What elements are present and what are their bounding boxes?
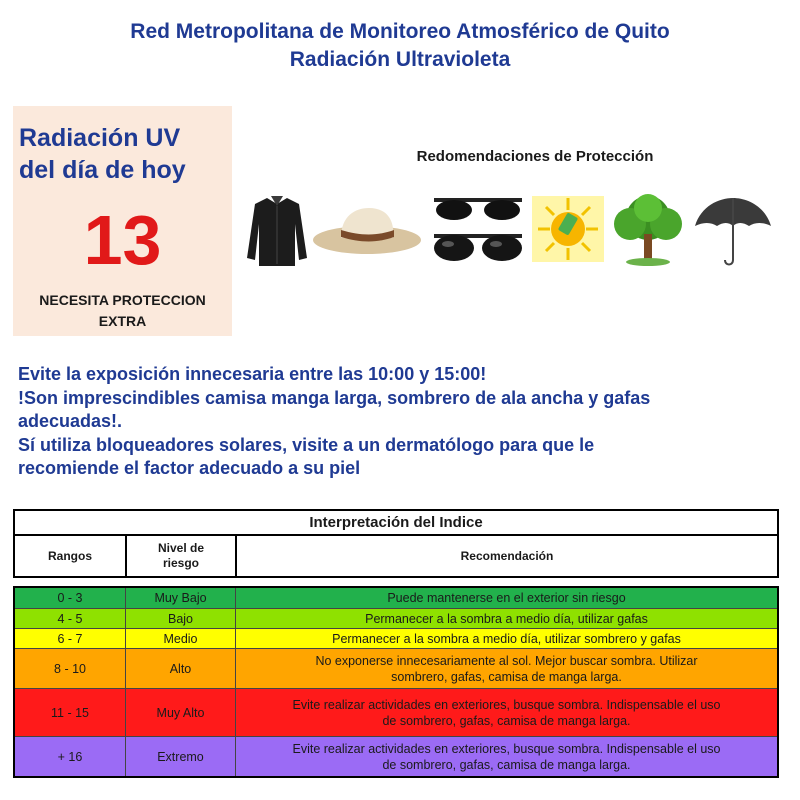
risk-level-cell: Muy Alto bbox=[125, 689, 235, 736]
advice-text: Evite la exposición innecesaria entre las 10:00 y 15:00! !Son imprescindibles camisa manga larga, sombrero de ala ancha y gafas adecuadas!. Sí utiliza bloqueadores solares, visite a un dermatólogo para que le recomiende el factor adecuado a su piel bbox=[18, 364, 651, 478]
header-risk-level: Nivel de riesgo bbox=[125, 536, 235, 576]
table-row bbox=[15, 608, 777, 628]
table-title: Interpretación del Indice bbox=[13, 509, 779, 536]
table-row bbox=[15, 736, 777, 776]
table-body bbox=[13, 586, 779, 778]
recommendation-cell: No exponerse innecesariamente al sol. Mejor buscar sombra. Utilizar sombrero, gafas, camisa de manga larga. bbox=[235, 649, 777, 688]
uv-panel-title: Radiación UV del día de hoy bbox=[19, 124, 186, 184]
sunscreen-sun-icon bbox=[532, 190, 604, 270]
range-cell: 4 - 5 bbox=[57, 611, 83, 626]
shade-tree-icon bbox=[610, 190, 686, 270]
sunglasses-icon bbox=[430, 190, 526, 270]
risk-level-cell: Muy Bajo bbox=[125, 588, 235, 608]
uv-today-panel bbox=[13, 106, 232, 336]
recommendation-icons bbox=[245, 190, 775, 270]
long-sleeve-shirt-icon bbox=[245, 190, 309, 270]
index-interpretation-table bbox=[13, 509, 779, 778]
range-cell: + 16 bbox=[57, 749, 83, 764]
table-header-row bbox=[13, 536, 779, 578]
table-row bbox=[15, 588, 777, 608]
uv-index-value: 13 bbox=[83, 201, 162, 279]
range-cell: 6 - 7 bbox=[57, 631, 83, 646]
recommendation-cell: Permanecer a la sombra a medio día, utilizar gafas bbox=[235, 609, 777, 628]
risk-level-cell: Extremo bbox=[125, 737, 235, 776]
range-cell: 0 - 3 bbox=[57, 591, 83, 605]
table-row bbox=[15, 688, 777, 736]
recommendation-cell: Permanecer a la sombra a medio día, utilizar sombrero y gafas bbox=[235, 629, 777, 648]
page-header bbox=[0, 18, 800, 74]
wide-brim-hat-icon bbox=[311, 190, 423, 270]
header-recommendation: Recomendación bbox=[235, 536, 777, 576]
risk-level-cell: Alto bbox=[125, 649, 235, 688]
range-cell: 11 - 15 bbox=[51, 705, 89, 720]
range-cell: 8 - 10 bbox=[54, 661, 86, 676]
uv-status-text: NECESITA PROTECCION EXTRA bbox=[39, 292, 206, 329]
risk-level-cell: Medio bbox=[125, 629, 235, 648]
table-row bbox=[15, 628, 777, 648]
recommendations-title: Redomendaciones de Protección bbox=[416, 148, 654, 165]
header-ranges: Rangos bbox=[47, 548, 92, 563]
table-row bbox=[15, 648, 777, 688]
page-subtitle: Radiación Ultravioleta bbox=[289, 48, 511, 71]
recommendation-cell: Evite realizar actividades en exteriores, busque sombra. Indispensable el uso de sombrero, gafas, camisa de manga larga. bbox=[235, 689, 777, 736]
recommendation-cell: Evite realizar actividades en exteriores, busque sombra. Indispensable el uso de sombrero, gafas, camisa de manga larga. bbox=[235, 737, 777, 776]
recommendation-cell: Puede mantenerse en el exterior sin riesgo bbox=[235, 588, 777, 608]
network-title: Red Metropolitana de Monitoreo Atmosférico de Quito bbox=[130, 20, 670, 43]
risk-level-cell: Bajo bbox=[125, 609, 235, 628]
umbrella-icon bbox=[693, 190, 773, 270]
